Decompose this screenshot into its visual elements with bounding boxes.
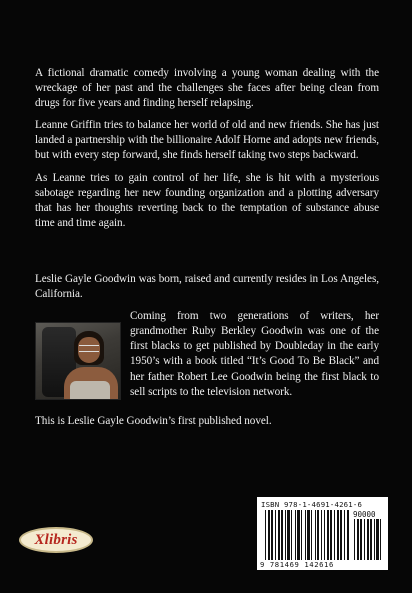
author-bio-section (35, 272, 379, 435)
barcode-bar (347, 510, 349, 560)
isbn-barcode (257, 497, 388, 570)
barcode-bar (278, 510, 280, 560)
barcode-bar (334, 510, 335, 560)
barcode-bar (337, 510, 339, 560)
barcode-bars (265, 510, 351, 560)
barcode-digits: 9 781469 142616 (260, 560, 334, 569)
barcode-bar (376, 519, 378, 560)
barcode-bar (367, 519, 369, 560)
publisher-logo (19, 527, 93, 553)
barcode-bar (275, 510, 276, 560)
author-paragraph-2: Coming from two generations of writers, her grandmother Ruby Berkley Goodwin was one of the first blacks to get published by Doubleday in the early 1950’s with a book titled “It’s Good To Be Black” and her father Robert Lee Goodwin being the first black to sell scripts to the television network. (130, 310, 379, 398)
barcode-bar (281, 510, 283, 560)
author-paragraph-3: This is Leslie Gayle Goodwin’s first published novel. (35, 414, 272, 427)
author-paragraph-1: Leslie Gayle Goodwin was born, raised and currently resides in Los Angeles, California. (35, 273, 379, 301)
barcode-bar (344, 510, 345, 560)
barcode-bar (307, 510, 309, 560)
barcode-bar (370, 519, 372, 560)
barcode-bar (327, 510, 329, 560)
barcode-bar (330, 510, 332, 560)
barcode-bar (360, 519, 362, 560)
author-photo (35, 322, 121, 400)
barcode-bar (268, 510, 270, 560)
isbn-label: ISBN 978-1-4691-4261-6 (261, 500, 363, 509)
synopsis-paragraph-1: A fictional dramatic comedy involving a young woman dealing with the wreckage of her past and the challenges she faces after being clean from drugs for five years and finding herself relapsing. (35, 67, 379, 110)
barcode-bar (357, 519, 359, 560)
barcode-addon-bars (354, 519, 384, 560)
publisher-logo-text: Xlibris (34, 531, 78, 548)
barcode-bar (317, 510, 319, 560)
barcode-bar (287, 510, 289, 560)
barcode-bar (301, 510, 303, 560)
barcode-bar (354, 519, 355, 560)
barcode-bar (291, 510, 293, 560)
barcode-bar (340, 510, 342, 560)
barcode-bar (295, 510, 296, 560)
barcode-bar (380, 519, 382, 560)
author-bio-block (35, 309, 379, 406)
barcode-bar (305, 510, 306, 560)
barcode-bar (315, 510, 316, 560)
barcode-bar (321, 510, 323, 560)
synopsis-paragraph-3: As Leanne tries to gain control of her life, she is hit with a mysterious sabotage regarding her new founding organization and a plotting adversary that has her thoughts reverting back to the temptation of substance abuse time and time again. (35, 171, 379, 229)
barcode-bar (311, 510, 313, 560)
barcode-bar (265, 510, 266, 560)
barcode-bar (297, 510, 299, 560)
barcode-bar (324, 510, 325, 560)
price-code: 90000 (353, 510, 376, 519)
barcode-bar (374, 519, 375, 560)
synopsis-section (35, 66, 379, 238)
barcode-bar (271, 510, 273, 560)
barcode-bar (285, 510, 286, 560)
barcode-bar (364, 519, 365, 560)
synopsis-paragraph-2: Leanne Griffin tries to balance her world of old and new friends. She has just landed a partnership with the billionaire Adolf Horne and adopts new friends, but with every step forward, she finds herself taking two steps backward. (35, 119, 379, 162)
